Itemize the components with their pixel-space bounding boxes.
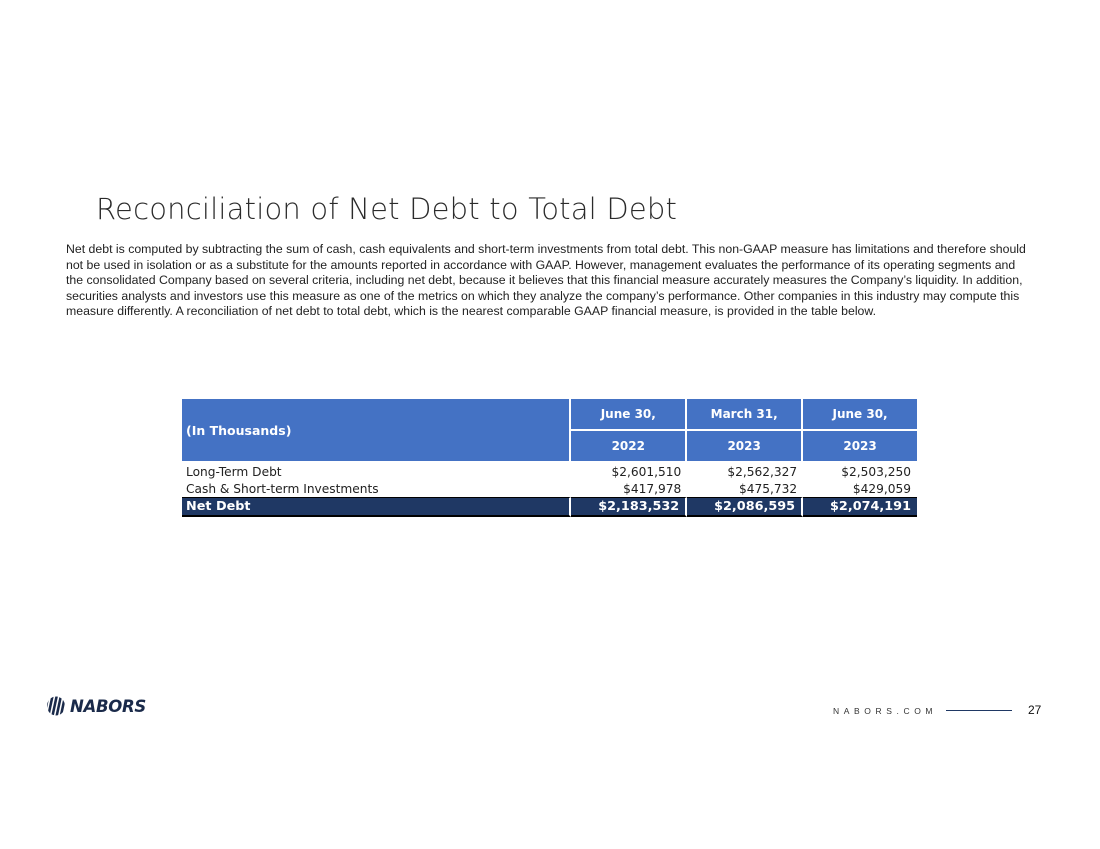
table-cell: $417,978 [623, 481, 682, 496]
table-total-row [182, 497, 917, 517]
nabors-logo-icon [46, 696, 66, 716]
column-header-year: 2023 [687, 431, 803, 463]
page-number: 27 [1028, 703, 1042, 717]
column-header-period: March 31, [687, 399, 803, 431]
column-header-period: June 30, [571, 399, 687, 431]
column-header-period: June 30, [803, 399, 917, 431]
table-cell: $2,562,327 [727, 464, 798, 479]
description-paragraph: Net debt is computed by subtracting the sum of cash, cash equivalents and short-term investments from total debt. This non-GAAP measure has limitations and therefore should not be used in isolation or as a substitute for the amounts reported in accordance with GAAP. However, management evaluates the performance of its operating segments and the consolidated Company based on several criteria, including net debt, because it believes that this financial measure accurately measures the Company’s liquidity. In addition, securities analysts and investors use this measure as one of the metrics on which they analyze the company’s performance. Other companies in this industry may compute this measure differently. A reconciliation of net debt to total debt, which is the nearest comparable GAAP financial measure, is provided in the table below. [66, 242, 1026, 318]
table-cell: $2,503,250 [841, 464, 911, 479]
net-debt-table [182, 399, 917, 517]
table-label-header: (In Thousands) [182, 399, 571, 463]
table-cell: $2,601,510 [611, 464, 682, 479]
logo-wordmark: NABORS [70, 696, 146, 716]
nabors-logo [46, 696, 146, 716]
total-cell: $2,086,595 [687, 497, 803, 517]
table-header-row [182, 399, 917, 431]
total-label: Net Debt [182, 497, 571, 517]
row-label: Long-Term Debt [186, 464, 282, 479]
total-cell: $2,183,532 [571, 497, 687, 517]
row-label: Cash & Short-term Investments [186, 481, 379, 496]
page-title: Reconciliation of Net Debt to Total Debt [96, 192, 678, 226]
footer-divider [946, 710, 1012, 711]
total-cell: $2,074,191 [803, 497, 917, 517]
table-row [182, 463, 917, 480]
column-header-year: 2022 [571, 431, 687, 463]
footer-website[interactable]: NABORS.COM [833, 706, 938, 716]
table-row [182, 480, 917, 497]
table-cell: $475,732 [738, 481, 798, 496]
column-header-year: 2023 [803, 431, 917, 463]
table-cell: $429,059 [852, 481, 911, 496]
